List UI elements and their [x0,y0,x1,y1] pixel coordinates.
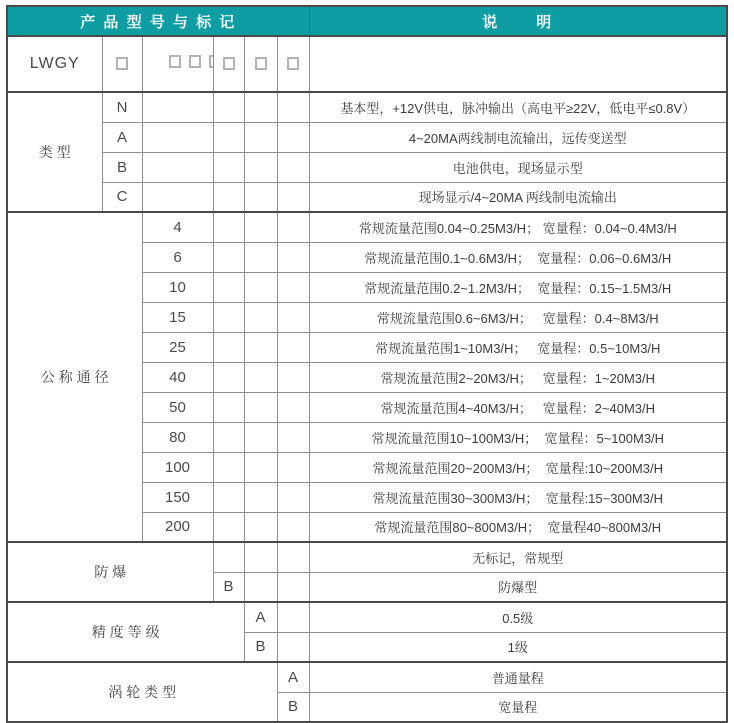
type-section-label: 类 型 [7,92,102,212]
diameter-desc: 常规流量范围4~40M3/H； 宽量程：2~40M3/H [309,392,727,422]
empty-cell [244,542,277,572]
diameter-checkbox-1 [169,55,181,68]
empty-cell [244,152,277,182]
empty-cell [213,242,244,272]
type-row-c [7,182,727,212]
explosion-checkbox [223,57,235,70]
empty-cell [244,122,277,152]
diameter-code: 200 [142,512,213,542]
model-selection-table [6,5,728,723]
turbine-row-a [7,662,727,692]
empty-cell [277,152,309,182]
model-marking-header: 产 品 型 号 与 标 记 [7,6,309,36]
empty-cell [277,392,309,422]
type-desc: 基本型，+12V供电，脉冲输出（高电平≥22V，低电平≤0.8V） [309,92,727,122]
model-code-row [7,36,727,92]
diameter-row-4 [7,212,727,242]
empty-cell [277,332,309,362]
empty-cell [244,302,277,332]
empty-cell [213,452,244,482]
empty-cell [213,152,244,182]
turbine-desc: 宽量程 [309,692,727,722]
diameter-code: 15 [142,302,213,332]
diameter-code: 25 [142,332,213,362]
accuracy-box-cell [244,36,277,92]
empty-cell [213,362,244,392]
accuracy-checkbox [255,57,267,70]
empty-cell [244,242,277,272]
accuracy-row-a [7,602,727,632]
diameter-desc: 常规流量范围0.04~0.25M3/H； 宽量程：0.04~0.4M3/H [309,212,727,242]
diameter-checkbox-2 [189,55,201,68]
diameter-code: 6 [142,242,213,272]
empty-cell [213,392,244,422]
empty-cell [277,602,309,632]
empty-cell [277,542,309,572]
type-desc: 电池供电，现场显示型 [309,152,727,182]
type-desc: 4~20MA两线制电流输出，远传变送型 [309,122,727,152]
empty-cell [213,92,244,122]
description-header: 说 明 [309,6,727,36]
empty-cell [244,332,277,362]
empty-cell [277,182,309,212]
empty-cell [277,482,309,512]
empty-cell [244,212,277,242]
accuracy-desc: 1级 [309,632,727,662]
model-code: LWGY [7,36,102,92]
diameter-desc: 常规流量范围0.6~6M3/H； 宽量程：0.4~8M3/H [309,302,727,332]
diameter-section-label: 公 称 通 径 [7,212,142,542]
diameter-checkbox-3 [209,55,213,68]
type-code: C [102,182,142,212]
diameter-checkbox-group [169,55,213,68]
explosion-section-label: 防 爆 [7,542,213,602]
accuracy-code: A [244,602,277,632]
empty-cell [213,422,244,452]
turbine-checkbox [287,57,299,70]
type-row-b [7,152,727,182]
turbine-desc: 普通量程 [309,662,727,692]
empty-cell [244,452,277,482]
diameter-code: 10 [142,272,213,302]
empty-cell [277,512,309,542]
empty-cell [142,152,213,182]
empty-cell [277,92,309,122]
empty-cell [244,512,277,542]
empty-cell [244,482,277,512]
diameter-desc: 常规流量范围2~20M3/H； 宽量程：1~20M3/H [309,362,727,392]
diameter-code: 100 [142,452,213,482]
diameter-desc: 常规流量范围0.1~0.6M3/H； 宽量程：0.06~0.6M3/H [309,242,727,272]
explosion-desc: 无标记，常规型 [309,542,727,572]
empty-desc-cell [309,36,727,92]
explosion-box-cell [213,36,244,92]
empty-cell [244,272,277,302]
empty-cell [277,452,309,482]
empty-cell [142,182,213,212]
empty-cell [142,92,213,122]
empty-cell [277,272,309,302]
empty-cell [213,512,244,542]
type-row-a [7,122,727,152]
type-code: B [102,152,142,182]
empty-cell [213,182,244,212]
diameter-desc: 常规流量范围10~100M3/H； 宽量程：5~100M3/H [309,422,727,452]
accuracy-code: B [244,632,277,662]
empty-cell [213,272,244,302]
empty-cell [244,422,277,452]
empty-cell [213,122,244,152]
type-code: A [102,122,142,152]
diameter-code: 4 [142,212,213,242]
empty-cell [244,92,277,122]
empty-cell [213,332,244,362]
empty-cell [244,392,277,422]
diameter-desc: 常规流量范围1~10M3/H； 宽量程：0.5~10M3/H [309,332,727,362]
empty-cell [244,182,277,212]
explosion-desc: 防爆型 [309,572,727,602]
empty-cell [213,542,244,572]
empty-cell [244,362,277,392]
diameter-code: 80 [142,422,213,452]
diameter-code: 40 [142,362,213,392]
diameter-code: 150 [142,482,213,512]
accuracy-desc: 0.5级 [309,602,727,632]
empty-cell [277,422,309,452]
diameter-desc: 常规流量范围80~800M3/H； 宽量程40~800M3/H [309,512,727,542]
empty-cell [277,572,309,602]
type-row-n [7,92,727,122]
turbine-code: A [277,662,309,692]
empty-cell [213,482,244,512]
diameter-desc: 常规流量范围20~200M3/H； 宽量程:10~200M3/H [309,452,727,482]
explosion-row-standard [7,542,727,572]
empty-cell [277,362,309,392]
turbine-section-label: 涡 轮 类 型 [7,662,277,722]
type-code: N [102,92,142,122]
diameter-code: 50 [142,392,213,422]
empty-cell [277,632,309,662]
empty-cell [244,572,277,602]
type-box-cell [102,36,142,92]
empty-cell [277,122,309,152]
turbine-box-cell [277,36,309,92]
empty-cell [142,122,213,152]
empty-cell [277,242,309,272]
empty-cell [277,212,309,242]
type-desc: 现场显示/4~20MA 两线制电流输出 [309,182,727,212]
table-header-row [7,6,727,36]
empty-cell [277,302,309,332]
empty-cell [213,302,244,332]
explosion-code: B [213,572,244,602]
accuracy-section-label: 精 度 等 级 [7,602,244,662]
empty-cell [213,212,244,242]
diameter-desc: 常规流量范围30~300M3/H； 宽量程:15~300M3/H [309,482,727,512]
diameter-desc: 常规流量范围0.2~1.2M3/H； 宽量程：0.15~1.5M3/H [309,272,727,302]
type-checkbox [116,57,128,70]
turbine-code: B [277,692,309,722]
diameter-box-cell [142,36,213,92]
